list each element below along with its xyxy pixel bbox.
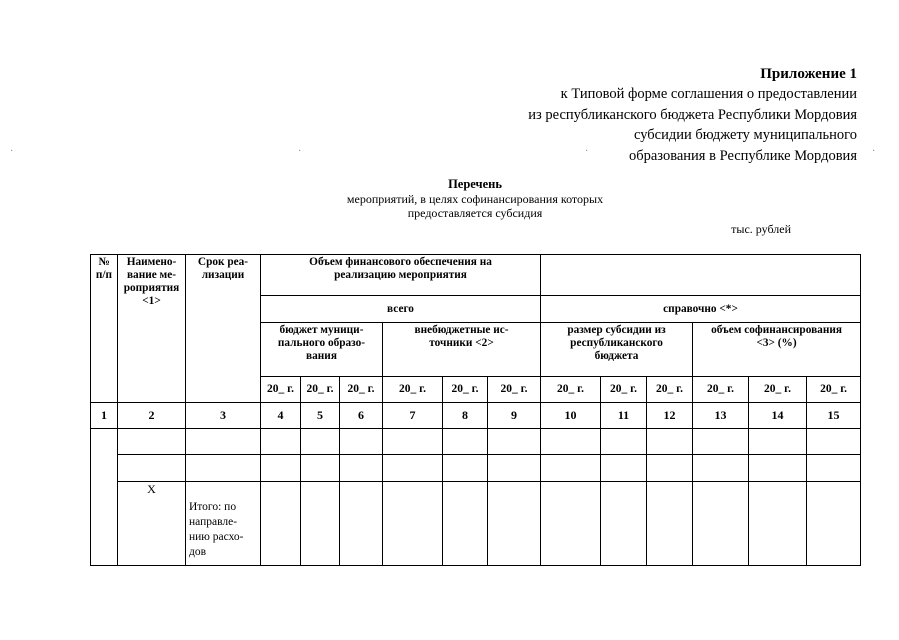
- column-number: 6: [340, 403, 383, 429]
- table-cell: [261, 429, 301, 455]
- table-cell: [693, 482, 749, 566]
- year-cell: 20_ г.: [488, 377, 541, 403]
- appendix-header: [528, 64, 857, 166]
- table-cell: [383, 429, 443, 455]
- table-cell: [749, 482, 807, 566]
- header-reference: справочно <*>: [541, 296, 861, 323]
- year-cell: 20_ г.: [443, 377, 488, 403]
- column-number: 3: [186, 403, 261, 429]
- year-cell: 20_ г.: [261, 377, 301, 403]
- appendix-line: к Типовой форме соглашения о предоставлении: [560, 86, 857, 102]
- column-number: 13: [693, 403, 749, 429]
- header-subsidy: размер субсидии из республиканского бюджета: [541, 323, 693, 377]
- table-cell: [693, 455, 749, 482]
- header-extrabudgetary: внебюджетные ис- точники <2>: [383, 323, 541, 377]
- appendix-line: субсидии бюджету муниципального: [633, 127, 857, 143]
- header-term: Срок реа- лизации: [186, 255, 261, 403]
- table-cell: [601, 482, 647, 566]
- list-subtitle: мероприятий, в целях софинансирования которых предоставляется субсидия: [346, 192, 604, 220]
- table-cell: [301, 455, 340, 482]
- table-cell: [340, 429, 383, 455]
- year-cell: 20_ г.: [647, 377, 693, 403]
- column-number: 15: [807, 403, 861, 429]
- year-cell: 20_ г.: [807, 377, 861, 403]
- table-cell: [443, 455, 488, 482]
- column-number: 14: [749, 403, 807, 429]
- unit-label: тыс. рублей: [731, 222, 791, 236]
- column-number: 8: [443, 403, 488, 429]
- table-cell: [383, 482, 443, 566]
- x-mark: X: [118, 482, 186, 566]
- table-cell: [488, 482, 541, 566]
- column-number: 1: [91, 403, 118, 429]
- list-title: Перечень: [448, 177, 502, 191]
- header-volume: Объем финансового обеспечения на реализацию мероприятия: [261, 255, 541, 296]
- table-cell: [488, 429, 541, 455]
- table-cell: [647, 429, 693, 455]
- table-cell: [807, 455, 861, 482]
- appendix-title: Приложение 1: [760, 66, 857, 82]
- table-cell: [443, 429, 488, 455]
- column-number: 12: [647, 403, 693, 429]
- table-cell: [541, 455, 601, 482]
- table-cell: [340, 482, 383, 566]
- appendix-line: образования в Республике Мордовия: [628, 147, 857, 164]
- table-cell: [807, 482, 861, 566]
- year-cell: 20_ г.: [601, 377, 647, 403]
- header-blank: [541, 255, 861, 296]
- table-cell: [261, 482, 301, 566]
- column-number: 9: [488, 403, 541, 429]
- table-cell: [118, 429, 186, 455]
- table-cell: [749, 429, 807, 455]
- table-cell: [91, 429, 118, 566]
- table-cell: [647, 482, 693, 566]
- table-cell: [601, 455, 647, 482]
- measures-table: [90, 254, 861, 566]
- table-cell: [301, 482, 340, 566]
- year-cell: 20_ г.: [693, 377, 749, 403]
- table-cell: [186, 455, 261, 482]
- table-cell: [383, 455, 443, 482]
- year-cell: 20_ г.: [340, 377, 383, 403]
- year-cell: 20_ г.: [301, 377, 340, 403]
- header-total: всего: [261, 296, 541, 323]
- column-number: 10: [541, 403, 601, 429]
- table-cell: [541, 429, 601, 455]
- table-cell: [749, 455, 807, 482]
- year-cell: 20_ г.: [383, 377, 443, 403]
- table-cell: [601, 429, 647, 455]
- table-cell: [118, 455, 186, 482]
- column-number: 2: [118, 403, 186, 429]
- header-num: № п/п: [91, 255, 118, 403]
- column-number: 4: [261, 403, 301, 429]
- table-cell: [541, 482, 601, 566]
- table-cell: [340, 455, 383, 482]
- table-cell: [647, 455, 693, 482]
- table-cell: [261, 455, 301, 482]
- table-cell: [693, 429, 749, 455]
- table-cell: [807, 429, 861, 455]
- header-municipal-budget: бюджет муници- пального образо- вания: [261, 323, 383, 377]
- table-cell: [488, 455, 541, 482]
- year-cell: 20_ г.: [749, 377, 807, 403]
- total-label: Итого: по направле- нию расхо- дов: [186, 482, 261, 566]
- year-cell: 20_ г.: [541, 377, 601, 403]
- table-cell: [443, 482, 488, 566]
- header-name: Наимено- вание ме- роприятия <1>: [118, 255, 186, 403]
- column-number: 11: [601, 403, 647, 429]
- column-number: 7: [383, 403, 443, 429]
- appendix-line: из республиканского бюджета Республики Мордовия: [528, 106, 857, 123]
- header-cofinancing: объем софинансирования <3> (%): [693, 323, 861, 377]
- table-cell: [186, 429, 261, 455]
- table-cell: [301, 429, 340, 455]
- column-number: 5: [301, 403, 340, 429]
